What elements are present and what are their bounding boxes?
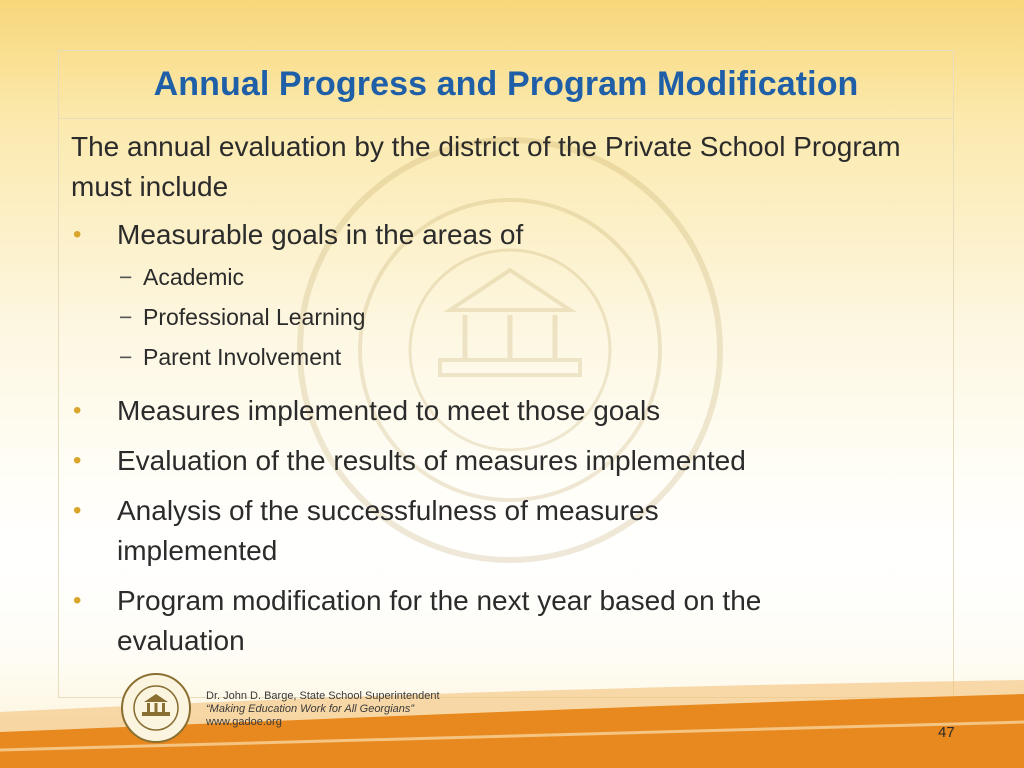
sub-item-text: Academic — [143, 264, 244, 290]
intro-text: The annual evaluation by the district of the Private School Program must include — [71, 131, 901, 202]
bullet-text: Measurable goals in the areas of — [117, 219, 524, 250]
superintendent-name: Dr. John D. Barge, State School Superintendent — [206, 690, 440, 702]
bullet-text: Analysis of the successfulness of measures implemented — [117, 495, 659, 566]
sub-item-text: Parent Involvement — [143, 344, 342, 370]
dash-icon: − — [119, 264, 133, 290]
page-number: 47 — [938, 724, 955, 741]
bullet-text: Evaluation of the results of measures implemented — [117, 445, 746, 476]
list-item — [71, 391, 941, 431]
georgia-department-of-education-seal-icon — [120, 672, 192, 744]
bullet-list — [71, 215, 941, 661]
list-item — [71, 215, 941, 377]
bullet-icon: • — [73, 587, 82, 614]
title-box — [59, 51, 953, 119]
sub-item-text: Professional Learning — [143, 304, 366, 330]
footer-text — [206, 690, 440, 729]
slide-body — [71, 127, 941, 671]
bullet-icon: • — [73, 397, 82, 424]
sub-list-item — [93, 337, 941, 377]
dash-icon: − — [119, 304, 133, 330]
bullet-icon: • — [73, 221, 82, 248]
bullet-text: Measures implemented to meet those goals — [117, 395, 661, 426]
sub-list-item — [93, 257, 941, 297]
bullet-icon: • — [73, 447, 82, 474]
motto: “Making Education Work for All Georgians” — [206, 703, 415, 715]
slide-title: Annual Progress and Program Modification — [153, 65, 859, 103]
bullet-text: Program modification for the next year based on the evaluation — [117, 585, 762, 656]
sub-list — [117, 257, 941, 377]
sub-list-item — [93, 297, 941, 337]
website-link[interactable]: www.gadoe.org — [206, 716, 282, 728]
dash-icon: − — [119, 344, 133, 370]
list-item — [71, 491, 817, 571]
list-item — [71, 441, 941, 481]
content-frame — [58, 50, 954, 698]
bullet-icon: • — [73, 497, 82, 524]
